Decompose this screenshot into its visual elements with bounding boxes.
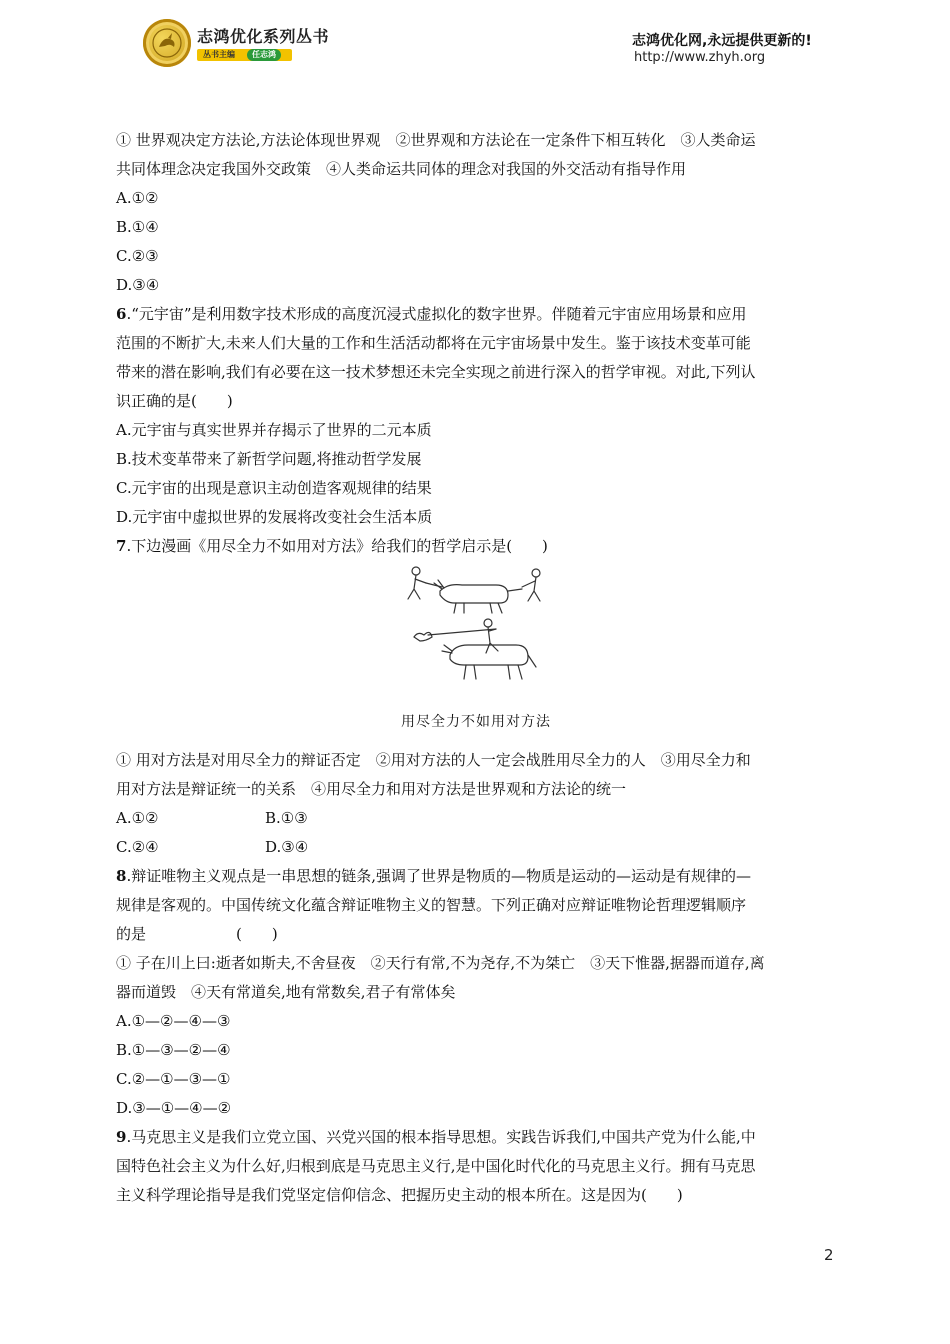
page-header xyxy=(0,0,950,90)
q5-statements-line: ① 世界观决定方法论,方法论体现世界观 ②世界观和方法论在一定条件下相互转化 ③人类命运 xyxy=(116,131,756,149)
figure-caption: 用尽全力不如用对方法 xyxy=(401,714,551,730)
q8-stem-line: 8.辩证唯物主义观点是一串思想的链条,强调了世界是物质的—物质是运动的—运动是有规律的— xyxy=(116,867,751,885)
q7-stem-line: 7.下边漫画《用尽全力不如用对方法》给我们的哲学启示是( ) xyxy=(116,537,548,555)
q8-option-d[interactable]: D.③—①—④—② xyxy=(116,1099,232,1117)
q8-number: 8 xyxy=(116,867,127,885)
q7-options-row xyxy=(116,833,836,862)
cartoon-illustration xyxy=(404,565,549,690)
q8-statements-line: 器而道毁 ④天有常道矣,地有常数矣,君子有常体矣 xyxy=(116,983,456,1001)
q6-option-c[interactable]: C.元宇宙的出现是意识主动创造客观规律的结果 xyxy=(116,479,432,497)
q7-option-a[interactable]: A.①② xyxy=(116,809,159,827)
q5-option-b[interactable]: B.①④ xyxy=(116,218,159,236)
q8-stem-line: 的是 ( ) xyxy=(116,925,278,943)
q6-option-b[interactable]: B.技术变革带来了新哲学问题,将推动哲学发展 xyxy=(116,450,422,468)
q8-option-c[interactable]: C.②—①—③—① xyxy=(116,1070,231,1088)
q8-option-a[interactable]: A.①—②—④—③ xyxy=(116,1012,231,1030)
q7-options-row xyxy=(116,804,836,833)
q6-option-d[interactable]: D.元宇宙中虚拟世界的发展将改变社会生活本质 xyxy=(116,508,433,526)
q5-statements-line: 共同体理念决定我国外交政策 ④人类命运共同体的理念对我国的外交活动有指导作用 xyxy=(116,160,687,178)
header-slogan: 志鸿优化网,永远提供更新的! xyxy=(632,33,812,49)
page-number: 2 xyxy=(824,1246,834,1264)
q6-number: 6 xyxy=(116,305,127,323)
q6-stem-line: 范围的不断扩大,未来人们大量的工作和生活活动都将在元宇宙场景中发生。鉴于该技术变革可能 xyxy=(116,334,751,352)
q5-option-c[interactable]: C.②③ xyxy=(116,247,159,265)
q9-stem-line: 主义科学理论指导是我们党坚定信仰信念、把握历史主动的根本所在。这是因为( ) xyxy=(116,1186,683,1204)
q6-stem-line: 识正确的是( ) xyxy=(116,392,233,410)
brand-editor-badge: 任志鸿 xyxy=(247,49,281,61)
q9-stem-line: 9.马克思主义是我们立党立国、兴党兴国的根本指导思想。实践告诉我们,中国共产党为什么能,中 xyxy=(116,1128,756,1146)
brand-title: 志鸿优化系列丛书 xyxy=(197,27,330,46)
header-url-link[interactable]: http://www.zhyh.org xyxy=(634,50,766,65)
q8-stem-line: 规律是客观的。中国传统文化蕴含辩证唯物主义的智慧。下列正确对应辩证唯物论哲理逻辑顺序 xyxy=(116,896,747,914)
q7-statements-line: ① 用对方法是对用尽全力的辩证否定 ②用对方法的人一定会战胜用尽全力的人 ③用尽全力和 xyxy=(116,751,751,769)
q7-option-d[interactable]: D.③④ xyxy=(265,838,309,856)
q6-stem-line: 带来的潜在影响,我们有必要在这一技术梦想还未完全实现之前进行深入的哲学审视。对此,下列认 xyxy=(116,363,756,381)
q5-option-d[interactable]: D.③④ xyxy=(116,276,160,294)
q7-option-c[interactable]: C.②④ xyxy=(116,838,159,856)
q7-option-b[interactable]: B.①③ xyxy=(265,809,308,827)
brand-seal-logo xyxy=(143,19,191,67)
q7-cartoon-figure xyxy=(116,561,836,746)
q9-stem-line: 国特色社会主义为什么好,归根到底是马克思主义行,是中国化时代化的马克思主义行。拥有马克思 xyxy=(116,1157,756,1175)
q7-statements-line: 用对方法是辩证统一的关系 ④用尽全力和用对方法是世界观和方法论的统一 xyxy=(116,780,627,798)
q8-statements-line: ① 子在川上曰:逝者如斯夫,不舍昼夜 ②天行有常,不为尧存,不为桀亡 ③天下惟器,据器而道存,离 xyxy=(116,954,765,972)
q8-option-b[interactable]: B.①—③—②—④ xyxy=(116,1041,231,1059)
q6-option-a[interactable]: A.元宇宙与真实世界并存揭示了世界的二元本质 xyxy=(116,421,432,439)
q9-number: 9 xyxy=(116,1128,127,1146)
brand-subtitle: 丛书主编 xyxy=(203,50,235,59)
q6-stem-line: 6.“元宇宙”是利用数字技术形成的高度沉浸式虚拟化的数字世界。伴随着元宇宙应用场景和应用 xyxy=(116,305,747,323)
q7-number: 7 xyxy=(116,537,127,555)
exam-content xyxy=(116,126,836,1210)
q5-option-a[interactable]: A.①② xyxy=(116,189,159,207)
